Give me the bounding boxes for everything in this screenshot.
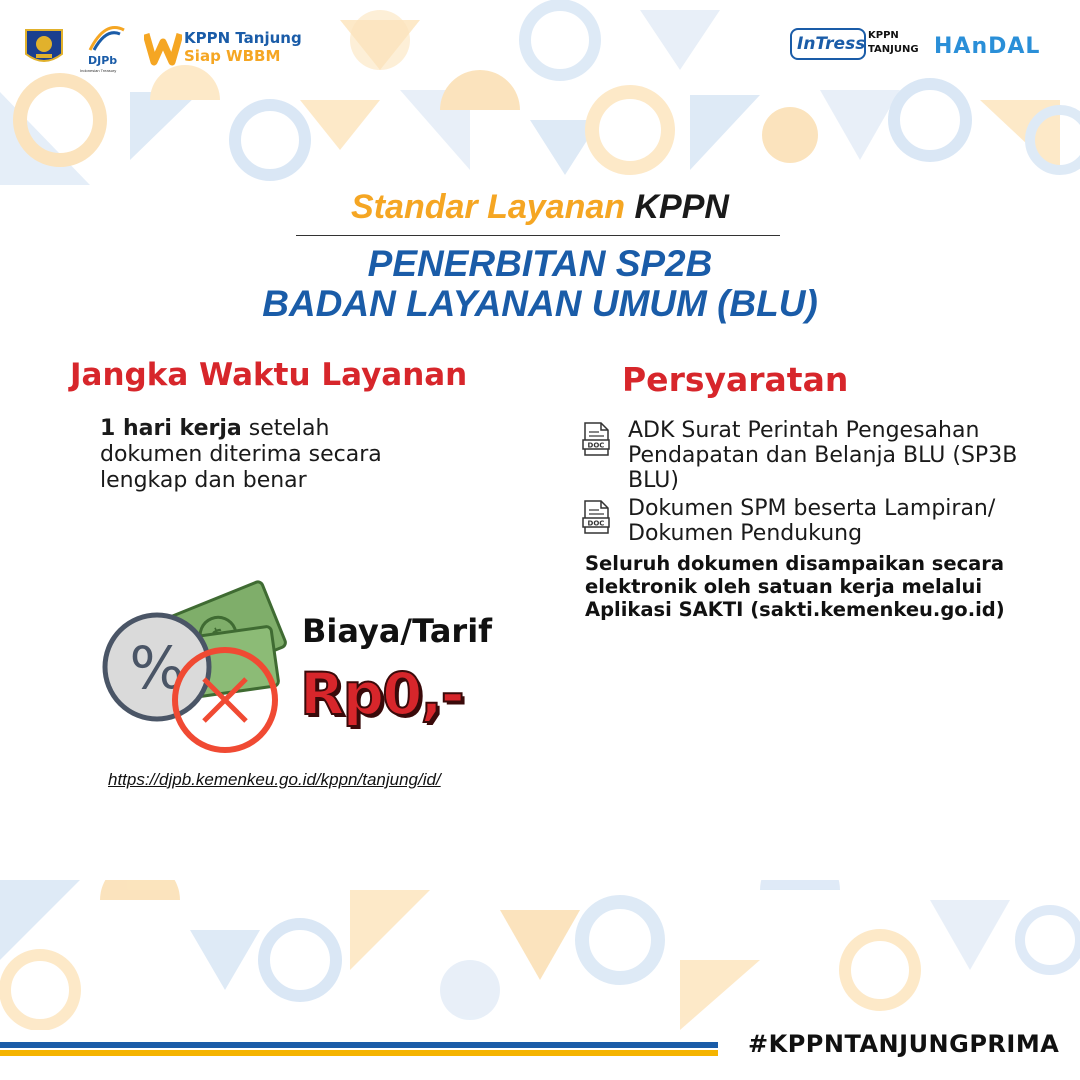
bottom-pattern [0,880,1080,1030]
kppn-line1: KPPN Tanjung [184,29,302,47]
requirement-item-2 [582,496,1068,546]
persyaratan-heading: Persyaratan [622,360,849,399]
jangka-text [100,416,460,494]
fee-value: Rp0,- [300,660,463,728]
title-divider [296,235,780,236]
submission-note: Seluruh dokumen disampaikan secara elektronik oleh satuan kerja melalui Aplikasi SAKTI (sakti.kemenkeu.go.id) [585,552,1005,621]
jangka-line3: lengkap dan benar [100,468,307,493]
title-suffix: KPPN [634,188,729,226]
kppn-tanjung-line1: KPPN [868,30,899,41]
jangka-rest: setelah [241,416,330,441]
djpb-name: DJPb [88,54,118,67]
kppn-tanjung-line2: TANJUNG [868,44,919,55]
jangka-bold: 1 hari kerja [100,416,242,441]
jangka-line2: dokumen diterima secara [100,442,382,467]
svg-text:DOC: DOC [587,441,605,450]
kppn-wbbm-logo [144,28,319,68]
svg-text:DOC: DOC [587,519,605,528]
requirement-text-1: ADK Surat Perintah Pengesahan Pendapatan dan Belanja BLU (SP3B BLU) [628,418,1018,493]
main-title [0,244,1080,324]
no-fee-illustration [100,570,290,760]
kppn-line2: Siap WBBM [184,47,281,65]
doc-icon [582,422,610,461]
requirement-text-2: Dokumen SPM beserta Lampiran/ Dokumen Pendukung [628,496,996,546]
handal-logo: HAnDAL [934,34,1041,59]
jangka-heading: Jangka Waktu Layanan [70,357,468,393]
svg-text:%: % [129,634,185,702]
hashtag: #KPPNTANJUNGPRIMA [748,1030,1060,1058]
kppn-website-link[interactable]: https://djpb.kemenkeu.go.id/kppn/tanjung/id/ [108,770,441,789]
fee-label: Biaya/Tarif [302,612,493,650]
service-standard-title [0,188,1080,227]
requirement-item-1 [582,418,1068,493]
intress-logo: InTress [790,28,866,60]
djpb-sub: Indonesian Treasury [80,68,117,73]
djpb-logo [80,20,130,75]
bottom-stripe-orange [0,1050,718,1056]
kemenkeu-logo [22,26,66,68]
bottom-stripe-blue [0,1042,718,1048]
main-title-line2: BADAN LAYANAN UMUM (BLU) [262,283,818,324]
title-prefix: Standar Layanan [351,188,626,226]
doc-icon [582,500,610,539]
main-title-line1: PENERBITAN SP2B [367,243,713,284]
